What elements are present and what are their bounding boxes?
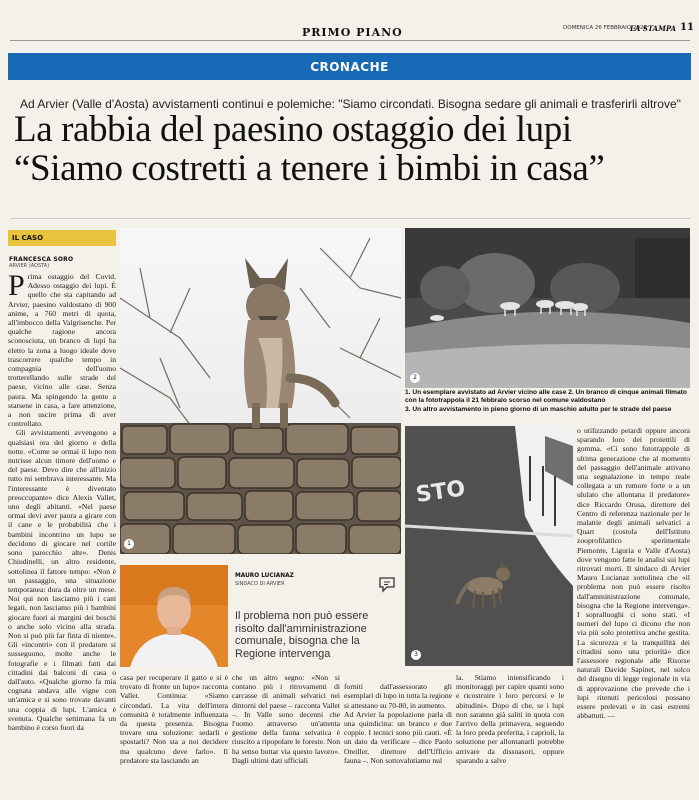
photo-wolf-pack-night: [405, 228, 690, 388]
svg-text:STO: STO: [414, 476, 467, 508]
tag-il-caso: IL CASO: [8, 230, 116, 246]
headline-line-2: “Siamo costretti a tenere i bimbi in casa”: [14, 148, 605, 189]
section-title: PRIMO PIANO: [302, 26, 403, 39]
article-column-5: [456, 673, 564, 793]
photo-wolf-on-road: [405, 426, 573, 666]
page-number: 11: [680, 22, 694, 33]
quote-text: Il problema non può essere risolto dall'amministrazione comunale, bisogna che la Regione intervenga: [235, 610, 369, 660]
article-paragraph: forniti dall'assessorato gli esemplari di lupo in tutta la regione si attestano su 70-80, in aumento. Ad Arvier la popolazione parla di una quindicina: un branco e due coppie. I tecnici sono più cauti. «È un dato da verificare – dice Paolo Oreiller, direttore dell'Ufficio fauna –. Non sottovalutiamo nul: [344, 682, 452, 765]
article-paragraph: che un altro segno: «Non si contano più i ritrovamenti di carcasse di animali selvatici nei dintorni del paese – racconta Vallet –. In Valle sono decenni che l'uomo attraverso un'attenta gestione della fauna selvatica è riuscito a ripopolare le foreste. Non ha senso buttar via questo lavoro». Dagli ultimi dati ufficiali: [232, 673, 340, 765]
photo-mayor: [120, 565, 228, 667]
headline-line-1: La rabbia del paesino ostaggio dei lupi: [14, 109, 572, 150]
kicker: Ad Arvier (Valle d'Aosta) avvistamenti continui e polemiche: "Siamo circondati. Bisogna sedare gli animali e trasferirli altrove": [20, 97, 681, 111]
author-name: FRANCESCA SORO: [9, 256, 74, 263]
article-column-6: [577, 426, 690, 794]
article-paragraph: la. Stiamo intensificando i monitoraggi per capire quanti sono e ricostruire i loro percorsi e le abitudini». Dopo di che, se i lupi non saranno già saliti in quota con l'arrivo della primavera, seguendo la loro preda preferita, i caprioli, la soluzione per allontanarli potrebbe arrivare da dissuasori, oppure sparando a salve: [456, 673, 564, 765]
article-column-2: [120, 673, 228, 793]
paper-name: LA STAMPA: [630, 24, 677, 33]
quote-name: MAURO LUCIANAZ: [235, 573, 294, 579]
section-banner: CRONACHE: [8, 53, 691, 80]
issue-date: DOMENICA 26 FEBBRAIO 2023: [563, 25, 647, 31]
masthead: [0, 0, 699, 42]
quote-role: SINDACO DI ARVIER: [235, 581, 285, 587]
photo-wolf-on-wall: [120, 228, 401, 554]
article-column-4: [344, 673, 452, 793]
article-paragraph: o utilizzando petardi oppure ancora sparando loro dei proiettili di gomma. «Ci sono fototrappole di ultima generazione che al momento del passaggio dell'animale attivano una segnalazione in tempo reale collegata a un rumore forte o a un ululato che allontana il predatore» dice Riccardo Orusa, direttore del Centro di referenza nazionale per le malattie degli animali selvatici a Quart (costola dell'Istituto zooprofilattico sperimentale Piemonte, Liguria e Valle d'Aosta) dove vengono fatte le analisi sui lupi ritrovati morti. Il sindaco di Arvier Mauro Lucianaz sottolinea che «il problema non può essere risolto dall'amministrazione comunale, bisogna che la Regione intervenga». I sopralluoghi ci sono stati. «I numeri del lupo ci dicono che non via più solo protettiva anche gestita. La sicurezza e la tranquillità dei cittadini sono una priorità» dice l'assessore regionale alle Risorse naturali Davide Sapinet, nel solco del disegno di legge regionale in via di approvazione che prevede che i lupi ritenuti pericolosi possano essere prelevati e in casi estremi abbattuti. —: [577, 426, 690, 721]
article-paragraph: Gli avvistamenti avvengono a qualsiasi ora del giorno e della notte. «Come se ormai il lupo non nutrisse alcun timore dell'uomo e del paese. Devo dire che all'inizio tutto mi sembrava interessante. Ma l'interessante è diventato preoccupante» dice Alexis Vallet, uno degli abitanti. «Nel paese ormai devi aver paura a girare con il cane e le probabilità che i bambini incontrino un lupo se decidono di giocare nel cortile sono parecchio alte». Denis Chiudinelli, un altro residente, sottolinea il fattore tempo: «Non è un passaggio, una situazione temporanea: dura da oltre un mese. Noi qui non lasciamo più i cani legati, non lasciamo più i bambini giocare fuori ai margini dei boschi o anche solo vicino alla strada. Non si può più far finta di niente». Gli «incontri» con il predatore si susseguono, molte anche le fotografie e i filmati fatti dai cittadini dai balconi di casa o dall'auto. «Qualche giorno fa mia cognata andava alle vigne con un'amica e si sono trovate davanti una coppia di lupi. L'amica è svenuta. Qualche settimana fa un bambino è corso fuori da: [8, 428, 116, 732]
speech-bubble-icon: [378, 576, 398, 594]
photo-captions: 1. Un esemplare avvistato ad Arvier vicino alle case 2. Un branco di cinque animali filmato con la fototrappola il 21 febbraio scorso nel comune valdostano 3. Un altro avvistamento in pieno giorno di un maschio adulto per le strade del paese: [405, 389, 687, 413]
dropcap: P: [8, 272, 25, 302]
article-paragraph: rima ostaggio del Covid. Adesso ostaggio dei lupi. È quello che sta capitando ad Arvier, paesino valdostano di 900 anime, a 760 metri di quota, all'imbocco della Valgrisenche. Per qualche ragione ancora sconosciuta, un branco di lupi ha eletto la zona a luogo ideale dove trascorrere qualche tempo in compagnia dell'uomo trotterellando sulle strade del paese, vicino alle case. Senza paura. Ma spingendo la gente a starsene in casa, a fare attenzione, a non uscire prima di aver controllato.: [8, 272, 116, 429]
photo-number-3: 3: [411, 650, 421, 660]
article-column-3: [232, 673, 340, 793]
article-column-1: [8, 272, 116, 788]
photo-number-2: 2: [410, 373, 420, 383]
article-paragraph: casa per recuperare il gatto e si è trovato di fronte un lupo» racconta Vallet. Continua: «Siamo circondati. La vita dell'intera comunità è totalmente influenzata da questa presenza. Bisogna trovare una soluzione: sedarli e spostarli? Non sta a noi decidere ma qualcuno deve farlo». Il predatore sta lasciando an: [120, 673, 228, 765]
photo-number-1: 1: [124, 539, 134, 549]
masthead-rule: [10, 40, 690, 41]
headline-rule: [10, 218, 690, 219]
author-place: ARVIER (AOSTA): [9, 263, 50, 269]
